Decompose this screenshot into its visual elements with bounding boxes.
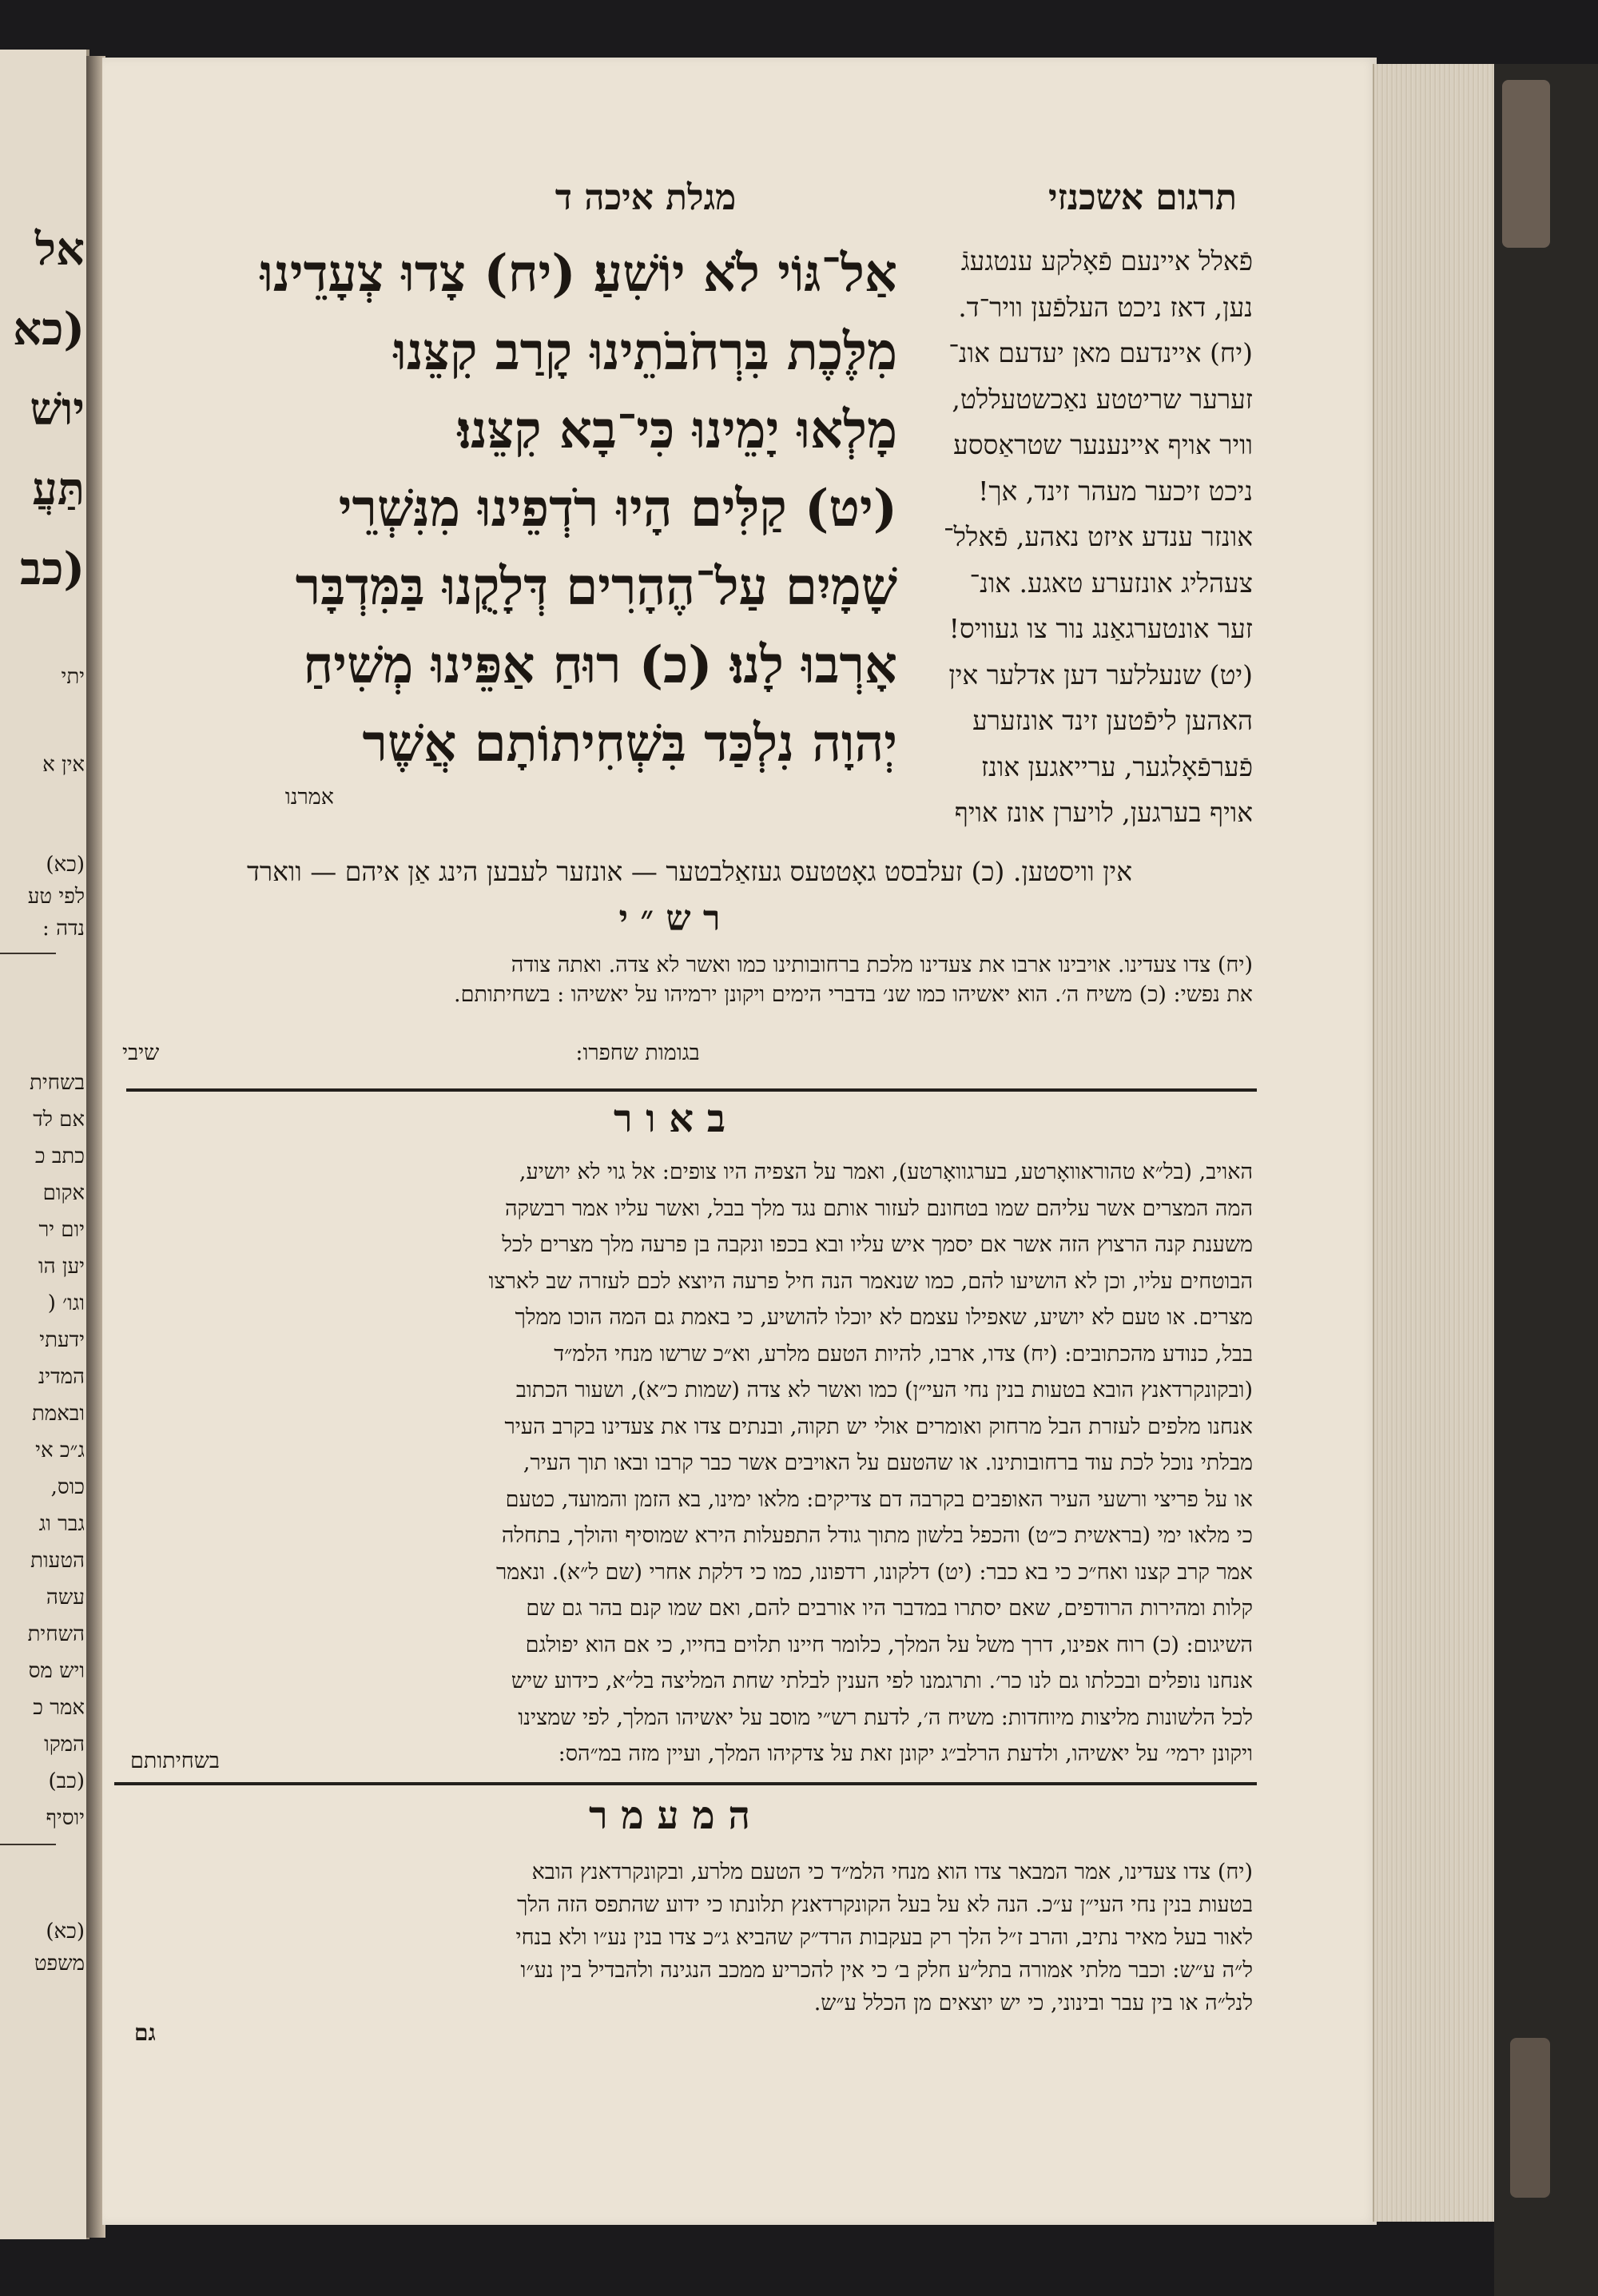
hameamer-heading: ה מ ע מ ר: [588, 1793, 751, 1838]
left-page-line: משפט: [34, 1952, 85, 1976]
beur-line: (ובקונקרדאנץ הובא בטעות בנין נחי העי״ן) כמו ואשר לא צדה (שמות כ״א), ושעור הכתוב: [515, 1378, 1253, 1403]
right-page: [102, 58, 1377, 2225]
section-rule-2: [114, 1782, 1257, 1785]
beur-line: בבל, כנודע מהכתובים: (יח) צדו, ארבו, להיות הטעם מלרע, וא״כ שרשו מנחי הלמ״ד: [554, 1341, 1253, 1367]
beur-line: מצרים. או טעם לא יושיע, שאפילו עצמם לא יוכלו להושיע, כי באמת גם המה הוכו ממלך: [515, 1305, 1253, 1330]
translation-line: אויף בערגען, לויערן אונז אויף: [954, 797, 1253, 828]
main-text-catchword: אמרנו: [284, 785, 334, 810]
left-page-line: אמר כ: [33, 1696, 85, 1720]
beur-line: או על פריצי ורשעי העיר האופבים בקרבה דם צדיקים: מלאו ימינו, בא הזמן והמועד, כטעם: [505, 1486, 1253, 1512]
left-page-line: (כא): [46, 1920, 85, 1944]
left-page-line: יען הו: [38, 1255, 85, 1279]
translation-line: ניכט זיכער מעהר זינד, אך!: [978, 475, 1253, 507]
main-hebrew-text: [126, 235, 897, 783]
main-text-line: (יט) קַלִּים הָיוּ רֹדְפֵינוּ מִנִּשְׁרֵי: [338, 479, 897, 539]
beur-line: לכל הלשונות מליצות מיוחדות: משיח ה׳, לדעת רש״י מוסב על יאשיהו המלך, לפי שמצינו: [518, 1705, 1253, 1730]
rashi-last-line: בגומות שחפרו:: [575, 1041, 700, 1065]
book-cover: [1494, 64, 1598, 2296]
hameamer-line: לאור בעל מאיר נתיב, והרב ז״ל הלך רק בעקבות הרד״ק שהביא ג״כ צדו בנין נע״ו ולא בנחי: [515, 1925, 1253, 1950]
left-page-large-line: (כב: [20, 543, 85, 595]
left-page-line: לפי טע: [27, 885, 85, 909]
page-edges: [1373, 64, 1496, 2222]
left-page-line: ויש מס: [28, 1659, 85, 1683]
left-page-line: ג״כ אי: [35, 1438, 85, 1462]
main-text-line: מָלְאוּ יָמֵינוּ כִּי־בָא קִצֵּנוּ׃: [457, 400, 897, 460]
translation-line: פֿאלל איינעם פֿאָלקע ענטגעגֿ: [960, 245, 1253, 277]
left-page-line: הטעות: [30, 1549, 85, 1573]
beur-line: אנחנו נופלים ובכלתו גם לנו כר׳. ותרגמנו לפי הענין לבלתי שחת המליצה בל״א, כידוע שיש: [511, 1669, 1253, 1693]
translation-full-line: אין וויסטען. (כ) זעלבסט גאָטטעס געזאַלבטער — אונזער לעבען הינג אַן איהם — ווארד: [246, 856, 1133, 887]
beur-line: האויב, (בל״א טהוראוואָרטע, בערגוואָרטע), ואמר על הצפיה היו צופים: אל גוי לא יושיע,: [519, 1160, 1253, 1184]
translation-line: צעהליג אונזערע טאגע. אונ־: [969, 567, 1253, 599]
main-text-line: אָרְבוּ לָנוּ׃ (כ) רוּחַ אַפֵּינוּ מְשִׁיחַ: [303, 635, 897, 695]
left-page-large-text: [5, 209, 85, 609]
cover-wear-2: [1510, 2038, 1550, 2198]
translation-line: זערער שריטטע נאַכשטעללט,: [952, 383, 1253, 415]
beur-line: משענת קנה הרצוץ הזה אשר אם יסמך איש עליו ובא בכפו ונקבה בן פרעה מלך מצרים לכל: [502, 1232, 1253, 1257]
left-page-text-a: [5, 633, 85, 809]
left-page-line: גבר וג: [38, 1512, 85, 1536]
translation-line: (יח) איינדעם מאן יעדעם אונ־: [948, 337, 1253, 368]
translation-line: זער אונטערגאַנג נור צו געוויס!: [948, 613, 1253, 644]
left-page-line: יתי: [61, 665, 85, 689]
left-page-line: (כב): [48, 1769, 85, 1793]
left-page-line: השחית: [27, 1622, 85, 1646]
left-page-line: נדה :: [42, 917, 85, 941]
beur-commentary: [118, 1154, 1253, 1773]
left-page-large-line: יושׁ: [30, 383, 85, 436]
translation-line: נען, דאז ניכט העלפֿען וויר־ד.: [958, 291, 1253, 323]
left-page-line: המקו: [44, 1733, 85, 1757]
left-page-line: עשה: [46, 1586, 85, 1610]
left-page-line: (כא): [46, 853, 85, 877]
left-page-line: יוסיף: [46, 1806, 85, 1830]
rashi-heading: ר ש ״ י: [618, 898, 721, 939]
left-page-line: ובאמת: [31, 1402, 85, 1426]
header-right-title: מגלת איכה ד: [555, 177, 737, 218]
beur-line: אנחנו מלפים לעזרת הבל מרחוק ואומרים אולי יש תקוה, ובנתים צדו את צעדינו בקרב העיר: [504, 1414, 1253, 1439]
hameamer-line: ל״ה ע״ש: וכבר מלתי אמורה בתל״ע חלק ב׳ כי אין להכריע ממכב הנגינה ולהבדיל בין נע״ו: [520, 1958, 1253, 1983]
left-page-large-line: אל: [34, 223, 85, 276]
beur-line: אמר קרב קצנו ואח״כ כי בא כבר: (יט) דלקונו, רדפונו, כמו כי דלקת אחרי (שם ל״א). ונאמר: [496, 1559, 1253, 1585]
translation-line: אונזר ענדע איזט נאהע, פֿאלל־: [943, 521, 1253, 552]
beur-heading: ב א ו ר: [614, 1096, 725, 1141]
beur-line: השיגום: (כ) רוח אפינו, דרך משל על המלך, כלומר חיינו תלוים בחייו, כי אם הוא יפולגם: [525, 1632, 1253, 1657]
hameamer-line: לנל״ה או בין עבר ובינוני, כי יש יוצאים מן הכלל ע״ש.: [813, 1991, 1253, 2015]
translation-line: (יט) שנעללער דען אדלער אין: [948, 659, 1253, 690]
rashi-line: את נפשי: (כ) משיח ה׳. הוא יאשיהו כמו שנ׳ בדברי הימים ויקונן ירמיהו על יאשיהו : בשחיתותם.: [454, 982, 1253, 1007]
left-page-line: יום יר: [38, 1218, 85, 1242]
left-page-line: ידעתי: [39, 1328, 85, 1352]
main-text-line: מִלֶּכֶת בִּרְחֹבֹתֵינוּ קָרַב קִצֵּנוּ: [393, 322, 897, 382]
translation-line: האהען ליפֿטען זינד אונזערע: [972, 705, 1253, 736]
beur-catchword: בשחיתותם: [130, 1749, 220, 1773]
translation-line: וויר אויף איינענער שטראַססע: [953, 429, 1253, 460]
left-page-line: אם לד: [33, 1108, 85, 1132]
left-page-text-b: [5, 849, 85, 945]
beur-line: הבוטחים עליו, וכן לא הושיעו להם, כמו שנאמר הנה חיל פרעה היוצא לכם לעזרה שב לארצו: [488, 1268, 1253, 1294]
rashi-commentary: [122, 950, 1253, 1009]
signature-mark: גם: [134, 2019, 156, 2046]
beur-line: מבלתי נוכל לכת עוד ברחובותינו. או שהטעם על האויבים אשר כבר קרבו ובאו תוך העיר,: [523, 1450, 1253, 1475]
main-text-line: יְהוָה נִלְכַּד בִּשְׁחִיתוֹתָם אֲשֶׁר: [362, 714, 897, 774]
hameamer-line: בטעות בנין נחי העי״ן ע״כ. הנה לא על בעל הקונקרדאנץ תלונתו כי ידוע שהתפס הזה הלך: [517, 1892, 1253, 1917]
hameamer-line: (יח) צדו צעדינו, אמר המבאר צדו הוא מנחי הלמ״ד כי הטעם מלרע, ובקונקרדאנץ הובא: [531, 1860, 1253, 1884]
left-page-line: בשחית: [30, 1071, 85, 1095]
translation-column: [901, 238, 1253, 836]
left-page-large-line: תַּעֲ: [32, 463, 85, 515]
left-page-rule-2: [0, 1844, 56, 1845]
section-rule: [126, 1088, 1257, 1092]
translation-line: פֿערפֿאָלגער, ערייאגען אונז: [980, 750, 1253, 782]
rashi-line: (יח) צדו צעדינו. אויבינו ארבו את צעדינו מלכת ברחובותינו כמו ואשר לא צדה. ואתה צודה: [511, 953, 1253, 977]
left-facing-page: [0, 50, 89, 2239]
left-page-text-c: [5, 1064, 85, 1836]
cover-wear: [1502, 80, 1550, 248]
beur-line: כי מלאו ימי (בראשית כ״ט) והכפל בלשון מתוך גודל התפעלות הירא שמוסיף והולך, בתחלה: [501, 1523, 1253, 1548]
left-page-large-line: (כא: [13, 303, 85, 356]
left-page-text-d: [5, 1916, 85, 1980]
main-text-line: אַל־גּוֹי לֹא יוֹשִׁעַ׃ (יח) צָדוּ צְעָדֵינוּ: [260, 244, 897, 304]
left-page-line: כתב כ: [34, 1144, 85, 1168]
hameamer-commentary: [126, 1856, 1253, 2019]
header-left-title: תרגום אשכנזי: [1047, 177, 1237, 218]
left-page-rule: [0, 953, 56, 954]
left-page-line: אקום: [42, 1181, 85, 1205]
left-page-line: המדינ: [38, 1365, 85, 1389]
beur-line: ויקונן ירמי׳ על יאשיהו, ולדעת הרלב״ג יקונן זאת על צדקיהו המלך, ועיין מזה במ״הס:: [558, 1741, 1253, 1766]
left-page-line: אין א: [42, 753, 85, 777]
main-text-line: שָׁמָיִם עַל־הֶהָרִים דְּלָקֻנוּ בַּמִּדְבָּר: [295, 557, 897, 617]
beur-line: המה המצרים אשר עליהם שמו בטחונם לעזור אותם נגד מלך בבל, ואשר עליו אמר רבשקה: [505, 1196, 1253, 1221]
left-page-line: כוס,: [50, 1475, 85, 1499]
beur-line: קלות ומהירות הרודפים, שאם יסתרו במדבר היו אורבים להם, ואם שמו קנם בהר גם שם: [526, 1596, 1253, 1621]
rashi-catchword: שיבי: [122, 1041, 160, 1065]
left-page-line: וגו׳ (: [47, 1291, 85, 1315]
